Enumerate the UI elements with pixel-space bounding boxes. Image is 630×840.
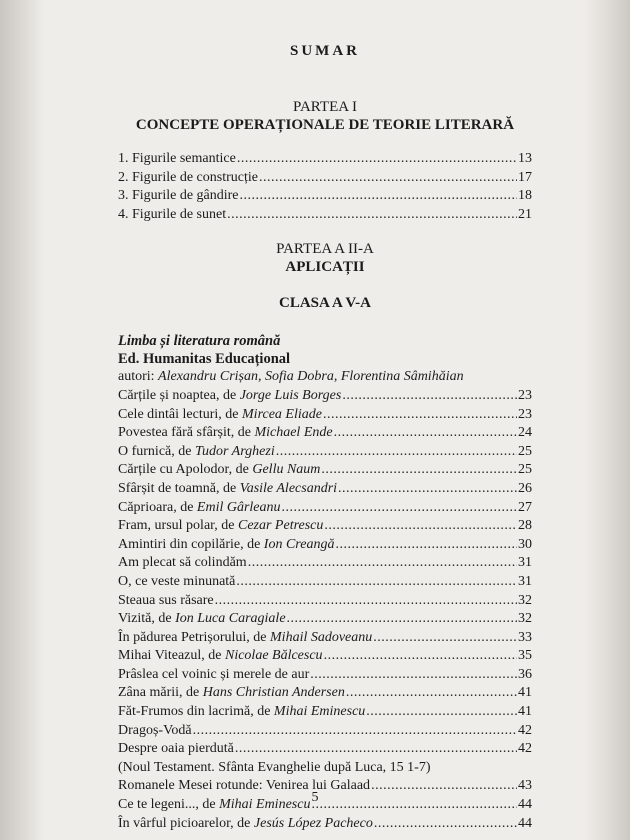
entry-author: Cezar Petrescu	[237, 518, 324, 534]
entry-title: Cele dintâi lecturi, de	[118, 406, 243, 422]
toc-entry	[118, 684, 532, 703]
entry-author: Ion Creangă	[263, 536, 335, 552]
entry-author: Mihail Sadoveanu	[270, 629, 373, 645]
entry-title: Fram, ursul polar, de	[118, 518, 238, 534]
entry-title: Dragoș-Vodă	[118, 722, 192, 738]
entry-page-number: 21	[518, 206, 532, 222]
leader-dots	[338, 480, 517, 499]
entry-title: Căprioara, de	[118, 499, 197, 515]
entry-title: În vârful picioarelor, de	[118, 815, 254, 831]
toc-entry	[118, 666, 532, 685]
entry-author: Jorge Luis Borges	[239, 387, 342, 403]
entry-label	[118, 461, 320, 480]
entry-author: Hans Christian Andersen	[202, 685, 345, 701]
table-of-contents	[118, 40, 532, 833]
part1-entries	[118, 150, 532, 224]
leader-dots	[235, 740, 517, 759]
toc-entry	[118, 573, 532, 592]
entry-page-number: 13	[518, 151, 532, 166]
manual-subject: Limba și literatura română	[118, 333, 281, 350]
entry-page-number: 32	[518, 611, 532, 627]
entry-page-number: 17	[518, 169, 532, 185]
entry-label	[118, 480, 337, 499]
entry-title: Mihai Viteazul, de	[118, 648, 225, 664]
leader-dots	[334, 424, 517, 443]
toc-entry	[118, 443, 532, 462]
entry-page-number: 23	[518, 406, 532, 422]
toc-entry	[118, 703, 532, 722]
leader-dots	[373, 629, 517, 648]
entry-page-number: 41	[518, 704, 532, 720]
leader-dots	[346, 684, 517, 703]
toc-entry	[118, 387, 532, 406]
entry-page-number: 18	[518, 188, 532, 204]
entry-page-number: 31	[518, 573, 532, 589]
toc-entry	[118, 740, 532, 759]
leader-dots	[335, 536, 517, 555]
entry-label	[118, 610, 286, 629]
leader-dots	[324, 517, 517, 536]
entry-label	[118, 536, 334, 555]
entry-author: Emil Gârleanu	[196, 499, 281, 515]
entry-title: Făt-Frumos din lacrimă, de	[118, 704, 274, 720]
entry-page-number: 42	[518, 722, 532, 738]
leader-dots	[310, 666, 517, 685]
entry-page-number: 42	[518, 741, 532, 757]
entry-author: Mihai Eminescu	[273, 704, 366, 720]
entry-page-number: 31	[518, 555, 532, 571]
leader-dots	[248, 554, 517, 573]
bible-note: (Noul Testament. Sfânta Evanghelie după Luca, 15 1-7)	[118, 759, 431, 775]
entry-page-number: 41	[518, 685, 532, 701]
entry-label	[118, 169, 258, 188]
toc-entry	[118, 206, 532, 225]
entry-label	[118, 647, 323, 666]
part2-label: PARTEA A II-A	[276, 241, 374, 258]
leader-dots	[366, 703, 517, 722]
leader-dots	[240, 187, 517, 206]
entry-author: Mircea Eliade	[242, 406, 322, 422]
leader-dots	[282, 499, 517, 518]
entry-label	[118, 499, 281, 518]
entry-title: Steaua sus răsare	[118, 592, 214, 608]
entry-title: O, ce veste minunată	[118, 573, 236, 589]
leader-dots	[215, 592, 517, 611]
entry-label	[118, 187, 239, 206]
entry-label	[118, 666, 309, 685]
page-shadow-left	[0, 0, 44, 840]
entry-title: Am plecat să colindăm	[118, 555, 247, 571]
toc-entry	[118, 722, 532, 741]
toc-entry	[118, 150, 532, 169]
entry-title: Zâna mării, de	[118, 685, 203, 701]
entry-label	[118, 703, 365, 722]
entry-label	[118, 387, 341, 406]
entry-title: Povestea fără sfârșit, de	[118, 425, 255, 441]
entry-page-number: 32	[518, 592, 532, 608]
leader-dots	[321, 461, 517, 480]
entry-page-number: 28	[518, 518, 532, 534]
entry-label	[118, 592, 214, 611]
leader-dots	[227, 206, 517, 225]
toc-entry	[118, 187, 532, 206]
entry-title: 4. Figurile de sunet	[118, 206, 227, 222]
entry-label	[118, 206, 226, 225]
entry-title: Amintiri din copilărie, de	[118, 536, 264, 552]
toc-heading: SUMAR	[290, 43, 360, 59]
entry-title: 2. Figurile de construcție	[118, 169, 258, 185]
toc-entry	[118, 461, 532, 480]
entry-title: Prâslea cel voinic și merele de aur	[118, 666, 310, 682]
toc-entry	[118, 592, 532, 611]
entry-page-number: 44	[518, 815, 532, 831]
entry-label	[118, 815, 373, 834]
toc-entry	[118, 406, 532, 425]
entry-page-number: 26	[518, 480, 532, 496]
entry-author: Ion Luca Caragiale	[175, 611, 286, 627]
entry-label	[118, 573, 235, 592]
toc-entry	[118, 610, 532, 629]
entry-label	[118, 406, 322, 425]
authors-prefix: autori:	[118, 369, 159, 385]
entry-label	[118, 424, 333, 443]
toc-entry	[118, 815, 532, 834]
toc-entry	[118, 480, 532, 499]
entry-page-number: 30	[518, 536, 532, 552]
entry-label	[118, 554, 247, 573]
entry-author: Gellu Naum	[252, 462, 321, 478]
page-number: 5	[311, 790, 319, 805]
entry-author: Vasile Alecsandri	[239, 480, 338, 496]
entry-title: 1. Figurile semantice	[118, 151, 236, 166]
page-shadow-right	[584, 0, 630, 840]
leader-dots	[374, 815, 517, 834]
entry-label	[118, 722, 192, 741]
entry-title: 3. Figurile de gândire	[118, 188, 239, 204]
entry-author: Nicolae Bălcescu	[224, 648, 323, 664]
entry-page-number: 24	[518, 425, 532, 441]
toc-entry	[118, 517, 532, 536]
entry-author: Michael Ende	[254, 425, 333, 441]
entry-title: Vizită, de	[118, 611, 176, 627]
leader-dots	[276, 443, 517, 462]
entry-page-number: 25	[518, 443, 532, 459]
entry-title: În pădurea Petrișorului, de	[118, 629, 271, 645]
toc-entry	[118, 499, 532, 518]
leader-dots	[287, 610, 517, 629]
entry-author: Tudor Arghezi	[194, 443, 275, 459]
part2-title: APLICAȚII	[285, 259, 365, 276]
leader-dots	[342, 387, 517, 406]
entry-label	[118, 684, 345, 703]
entry-author: Mihai Eminescu	[219, 797, 311, 813]
entry-author: Jesús López Pacheco	[253, 815, 373, 831]
entry-title: Cărțile și noaptea, de	[118, 387, 240, 403]
class-heading: CLASA A V-A	[279, 295, 371, 312]
leader-dots	[323, 406, 517, 425]
toc-entry	[118, 647, 532, 666]
part1-title: CONCEPTE OPERAȚIONALE DE TEORIE LITERARĂ	[135, 117, 515, 133]
authors-names: Alexandru Crișan, Sofia Dobra, Florentina Sâmihăian	[158, 369, 464, 385]
toc-entry	[118, 424, 532, 443]
entry-page-number: 44	[518, 797, 532, 813]
toc-entry	[118, 629, 532, 648]
toc-entry	[118, 554, 532, 573]
leader-dots	[236, 573, 517, 592]
leader-dots	[237, 150, 517, 169]
manual-publisher: Ed. Humanitas Educațional	[118, 351, 291, 368]
toc-entry	[118, 536, 532, 555]
entry-title: Romanele Mesei rotunde: Venirea lui Galaad	[118, 778, 371, 794]
entry-title: Cărțile cu Apolodor, de	[118, 462, 253, 478]
leader-dots	[259, 169, 517, 188]
entry-label	[118, 517, 323, 536]
entry-page-number: 36	[518, 666, 532, 682]
entry-title: Despre oaia pierdută	[118, 741, 234, 757]
leader-dots	[324, 647, 517, 666]
entry-page-number: 27	[518, 499, 532, 515]
leader-dots	[193, 722, 517, 741]
entry-page-number: 33	[518, 629, 532, 645]
manual-authors	[118, 368, 532, 387]
entry-label	[118, 629, 372, 648]
entry-label	[118, 150, 236, 169]
class-entries	[118, 387, 532, 759]
part1-label: PARTEA I	[293, 99, 357, 115]
entry-title: Ce te legeni..., de	[118, 797, 220, 813]
entry-label	[118, 443, 275, 462]
entry-title: O furnică, de	[118, 443, 195, 459]
entry-label	[118, 740, 234, 759]
toc-entry	[118, 169, 532, 188]
entry-page-number: 43	[518, 778, 532, 794]
entry-page-number: 23	[518, 387, 532, 403]
entry-page-number: 25	[518, 462, 532, 478]
entry-page-number: 35	[518, 648, 532, 664]
entry-title: Sfârșit de toamnă, de	[118, 480, 240, 496]
